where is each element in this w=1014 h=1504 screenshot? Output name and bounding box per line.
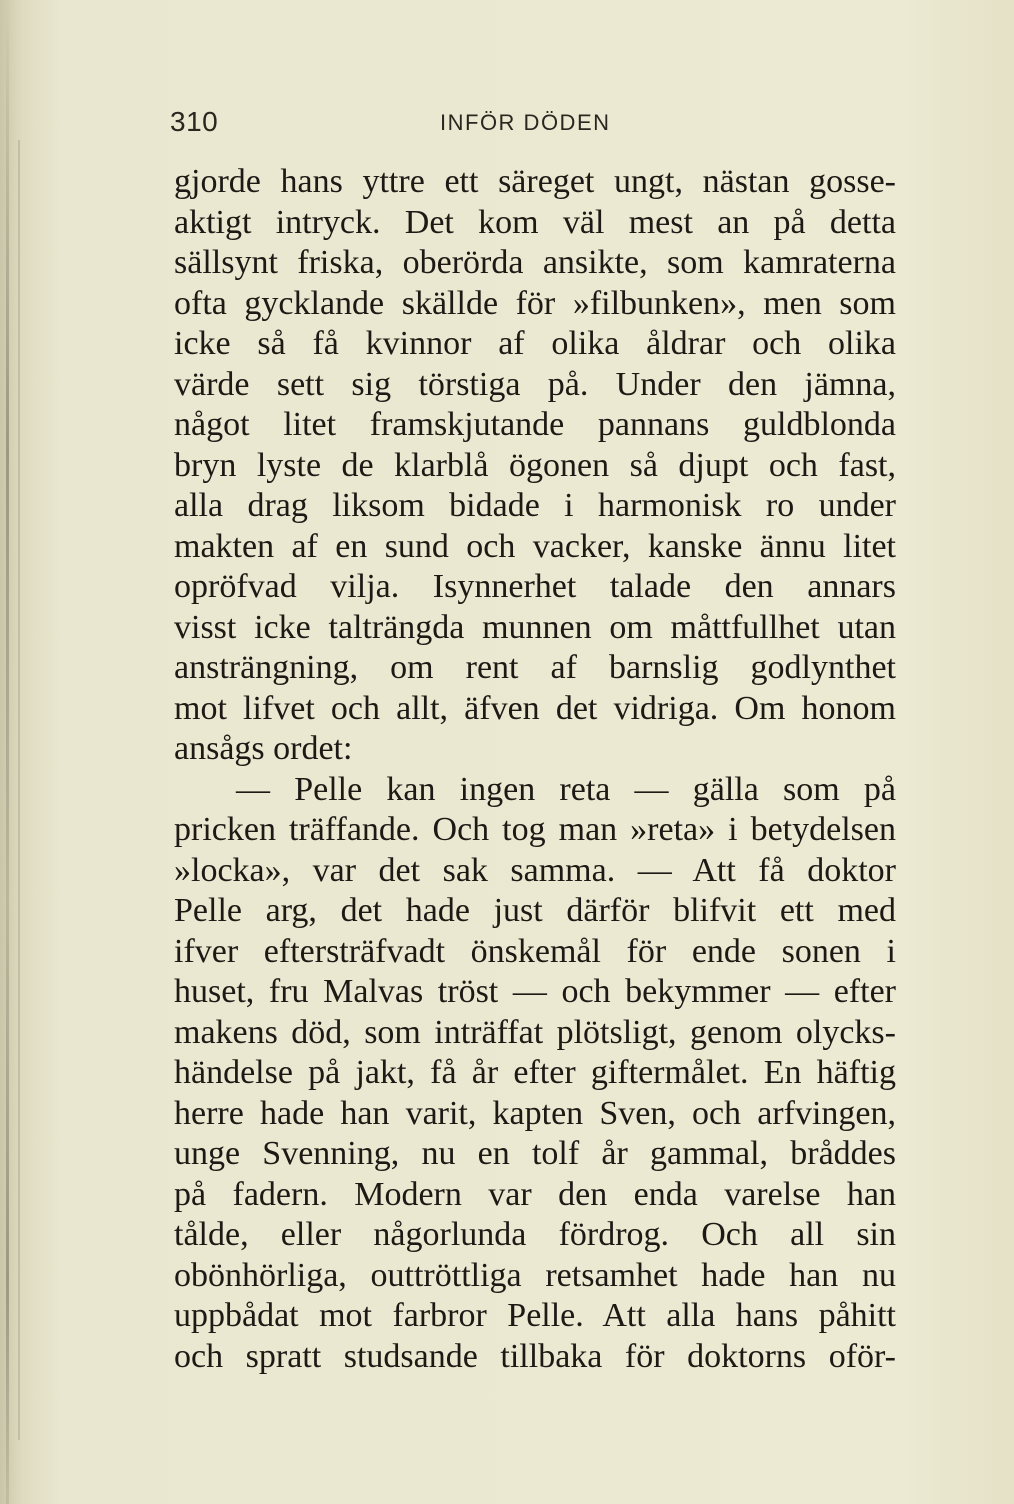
text-line: något litet framskjutande pannans guldblonda [174,406,896,443]
text-line: och spratt studsande tillbaka för doktorns oför- [174,1337,896,1375]
text-line: herre hade han varit, kapten Sven, och arfvingen, [174,1094,896,1132]
running-head: INFÖR DÖDEN [440,110,611,135]
gutter-shadow [6,0,9,1504]
text-line: ifver eftersträfvadt önskemål för ende sonen i [174,932,896,970]
text-line: värde sett sig törstiga på. Under den jämna, [174,365,896,403]
text-line: mot lifvet och allt, äfven det vidriga. Om honom [174,689,896,727]
text-line: icke så få kvinnor af olika åldrar och olika [174,325,896,362]
text-line: »locka», var det sak samma. — Att få doktor [174,851,896,889]
gutter-crease [18,140,20,1440]
text-line: alla drag liksom bidade i harmonisk ro under [174,487,896,524]
text-line: sällsynt friska, oberörda ansikte, som kamraterna [174,244,896,281]
body-text [174,162,896,1377]
text-line: gjorde hans yttre ett säreget ungt, nästan gosse- [174,163,896,200]
text-line: aktigt intryck. Det kom väl mest an på detta [174,203,896,241]
text-line: Pelle arg, det hade just därför blifvit ett med [174,892,896,929]
text-line: pricken träffande. Och tog man »reta» i betydelsen [174,811,896,848]
text-line: ansågs ordet: [174,730,353,767]
text-line: ofta gycklande skällde för »filbunken», men som [174,284,896,322]
text-line: makten af en sund och vacker, kanske ännu litet [174,527,896,565]
page-header [170,104,890,140]
text-line: ansträngning, om rent af barnslig godlynthet [174,649,896,686]
text-line: bryn lyste de klarblå ögonen så djupt och fast, [174,446,896,484]
text-line: händelse på jakt, få år efter giftermålet. En häftig [174,1054,896,1091]
page-number: 310 [170,106,219,137]
text-line: på fadern. Modern var den enda varelse han [174,1175,896,1213]
text-line: uppbådat mot farbror Pelle. Att alla hans påhitt [174,1297,896,1334]
text-line: huset, fru Malvas tröst — och bekymmer — efter [174,973,896,1010]
text-line: visst icke talträngda munnen om måttfullhet utan [174,608,896,646]
text-line: — Pelle kan ingen reta — gälla som på [236,770,896,808]
text-line: obönhörliga, outtröttliga retsamhet hade han nu [174,1256,896,1294]
text-line: unge Svenning, nu en tolf år gammal, bråddes [174,1135,896,1172]
text-line: makens död, som inträffat plötsligt, genom olycks- [174,1013,896,1051]
text-line: opröfvad vilja. Isynnerhet talade den annars [174,568,896,605]
text-line: tålde, eller någorlunda fördrog. Och all sin [174,1216,896,1253]
